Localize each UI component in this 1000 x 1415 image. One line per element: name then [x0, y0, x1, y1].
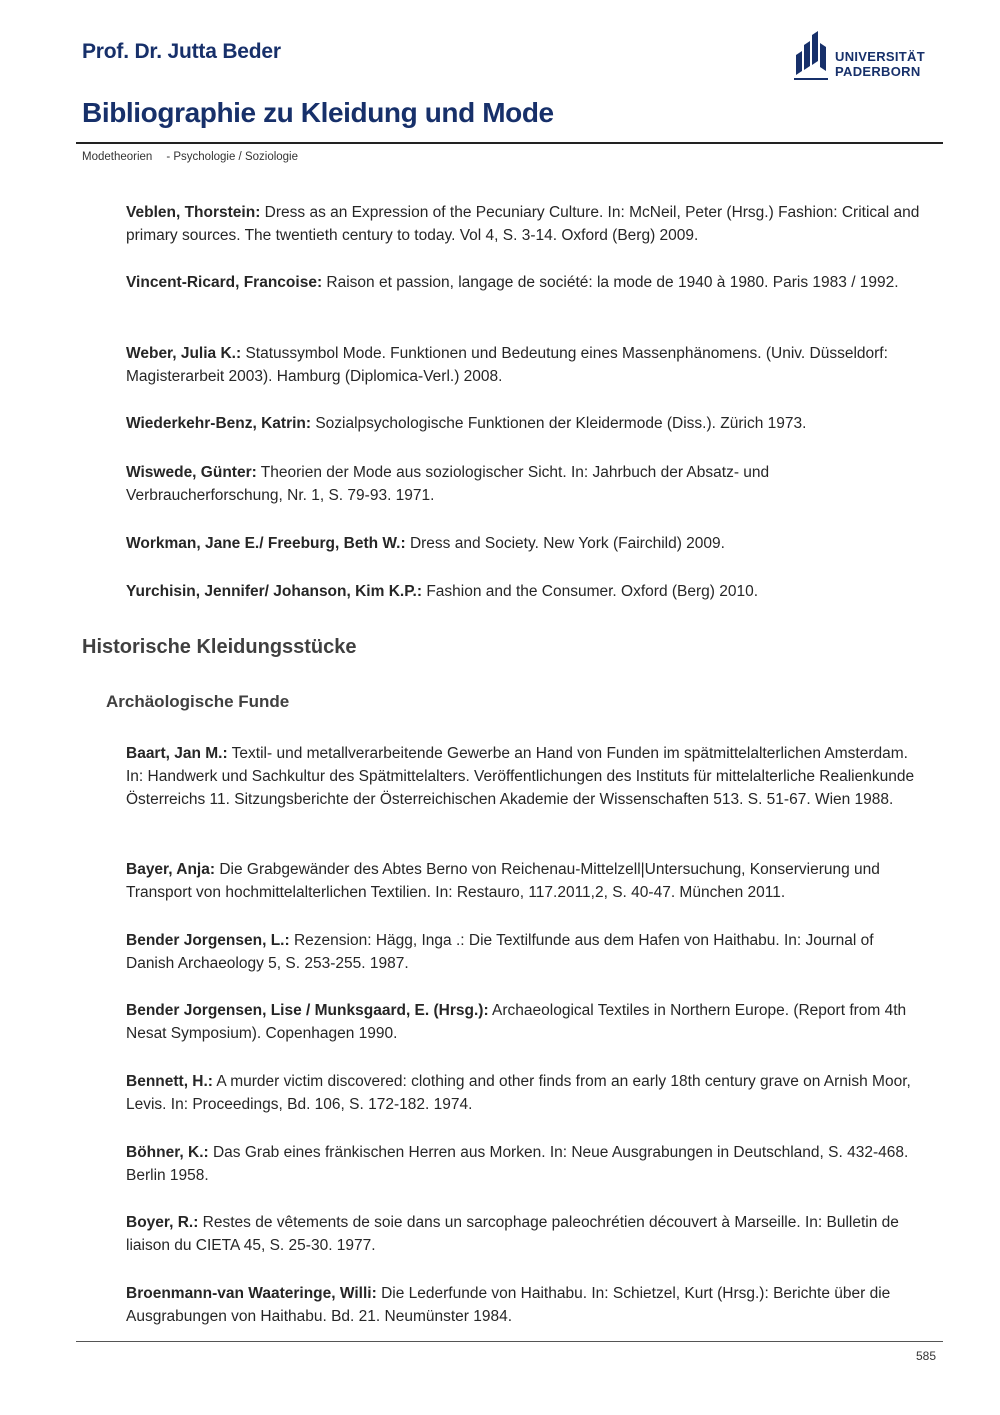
bibliography-entry	[126, 342, 926, 388]
entry-author: Bennett, H.:	[126, 1073, 213, 1090]
footer-divider	[76, 1341, 943, 1342]
bibliography-entry	[126, 532, 926, 555]
entry-author: Veblen, Thorstein:	[126, 204, 261, 221]
entry-text: Fashion and the Consumer. Oxford (Berg) 2010.	[422, 583, 759, 600]
university-logo-wordmark	[835, 49, 925, 79]
entry-text: Die Grabgewänder des Abtes Berno von Reichenau-Mittelzell|Untersuchung, Konservierung und Transport von hochmittelalterlichen Textilien. In: Restauro, 117.2011,2, S. 40-47. München 2011.	[126, 861, 880, 901]
breadcrumb-item-modetheorien: Modetheorien	[82, 151, 153, 163]
logo-line-1: UNIVERSITÄT	[835, 49, 925, 64]
entry-author: Weber, Julia K.:	[126, 345, 242, 362]
entry-text: Dress as an Expression of the Pecuniary Culture. In: McNeil, Peter (Hrsg.) Fashion: Critical and primary sources. The twentieth century to today. Vol 4, S. 3-14. Oxford (Berg) 2009.	[126, 204, 920, 244]
bibliography-entry	[126, 580, 926, 603]
bibliography-entry	[126, 999, 926, 1045]
document-title: Bibliographie zu Kleidung und Mode	[82, 97, 554, 128]
entry-author: Bayer, Anja:	[126, 861, 216, 878]
entry-text: Rezension: Hägg, Inga .: Die Textilfunde aus dem Hafen von Haithabu. In: Journal of Danish Archaeology 5, S. 253-255. 1987.	[126, 932, 874, 972]
university-logo	[794, 31, 944, 83]
entry-author: Yurchisin, Jennifer/ Johanson, Kim K.P.:	[126, 583, 423, 600]
entry-text: Dress and Society. New York (Fairchild) 2009.	[405, 535, 725, 552]
page-number: 585	[915, 1349, 936, 1363]
entry-author: Wiederkehr-Benz, Katrin:	[126, 415, 312, 432]
entry-author: Baart, Jan M.:	[126, 745, 228, 762]
breadcrumb	[82, 151, 298, 163]
bibliography-entry	[126, 858, 926, 904]
section-heading: Historische Kleidungsstücke	[82, 636, 357, 658]
entry-text: Restes de vêtements de soie dans un sarcophage paleochrétien découvert à Marseille. In: Bulletin de liaison du CIETA 45, S. 25-30. 1977.	[126, 1214, 899, 1254]
author-name: Prof. Dr. Jutta Beder	[82, 40, 281, 63]
entry-author: Vincent-Ricard, Francoise:	[126, 274, 323, 291]
bibliography-entry	[126, 1282, 926, 1328]
entry-text: Raison et passion, langage de société: la mode de 1940 à 1980. Paris 1983 / 1992.	[322, 274, 899, 291]
entry-text: Sozialpsychologische Funktionen der Kleidermode (Diss.). Zürich 1973.	[311, 415, 807, 432]
entry-author: Broenmann-van Waateringe, Willi:	[126, 1285, 377, 1302]
entry-text: Theorien der Mode aus soziologischer Sicht. In: Jahrbuch der Absatz- und Verbraucherforschung, Nr. 1, S. 79-93. 1971.	[126, 464, 770, 504]
logo-line-2: PADERBORN	[835, 64, 921, 79]
entry-author: Wiswede, Günter:	[126, 464, 257, 481]
university-logo-icon	[794, 31, 834, 83]
breadcrumb-item-psychologie-soziologie: - Psychologie / Soziologie	[166, 151, 299, 163]
bibliography-entry	[126, 1211, 926, 1257]
entry-text: Die Lederfunde von Haithabu. In: Schietzel, Kurt (Hrsg.): Berichte über die Ausgrabungen von Haithabu. Bd. 21. Neumünster 1984.	[126, 1285, 891, 1325]
entry-author: Bender Jorgensen, L.:	[126, 932, 290, 949]
entry-author: Boyer, R.:	[126, 1214, 199, 1231]
bibliography-entry	[126, 461, 926, 507]
entry-author: Böhner, K.:	[126, 1144, 209, 1161]
bibliography-entry	[126, 1070, 926, 1116]
bibliography-entry	[126, 412, 926, 435]
bibliography-entry	[126, 271, 926, 294]
bibliography-entry	[126, 742, 926, 811]
bibliography-entry	[126, 201, 926, 247]
entry-text: Das Grab eines fränkischen Herren aus Morken. In: Neue Ausgrabungen in Deutschland, S. 432-468. Berlin 1958.	[126, 1144, 909, 1184]
entry-author: Workman, Jane E./ Freeburg, Beth W.:	[126, 535, 406, 552]
bibliography-entry	[126, 929, 926, 975]
bibliography-entry	[126, 1141, 926, 1187]
entry-text: Textil- und metallverarbeitende Gewerbe an Hand von Funden im spätmittelalterlichen Amsterdam. In: Handwerk und Sachkultur des Spätmittelalters. Veröffentlichungen des Instituts für mittelalterliche Realienkunde Österreichs 11. Sitzungsberichte der Österreichischen Akademie der Wissenschaften 513. S. 51-67. Wien 1988.	[126, 745, 915, 808]
subsection-heading: Archäologische Funde	[106, 692, 290, 711]
entry-text: Statussymbol Mode. Funktionen und Bedeutung eines Massenphänomens. (Univ. Düsseldorf: Magisterarbeit 2003). Hamburg (Diplomica-Verl.) 2008.	[126, 345, 888, 385]
entry-author: Bender Jorgensen, Lise / Munksgaard, E. (Hrsg.):	[126, 1002, 489, 1019]
entry-text: Archaeological Textiles in Northern Europe. (Report from 4th Nesat Symposium). Copenhagen 1990.	[126, 1002, 907, 1042]
title-divider	[76, 142, 943, 144]
entry-text: A murder victim discovered: clothing and other finds from an early 18th century grave on Arnish Moor, Levis. In: Proceedings, Bd. 106, S. 172-182. 1974.	[126, 1073, 911, 1113]
